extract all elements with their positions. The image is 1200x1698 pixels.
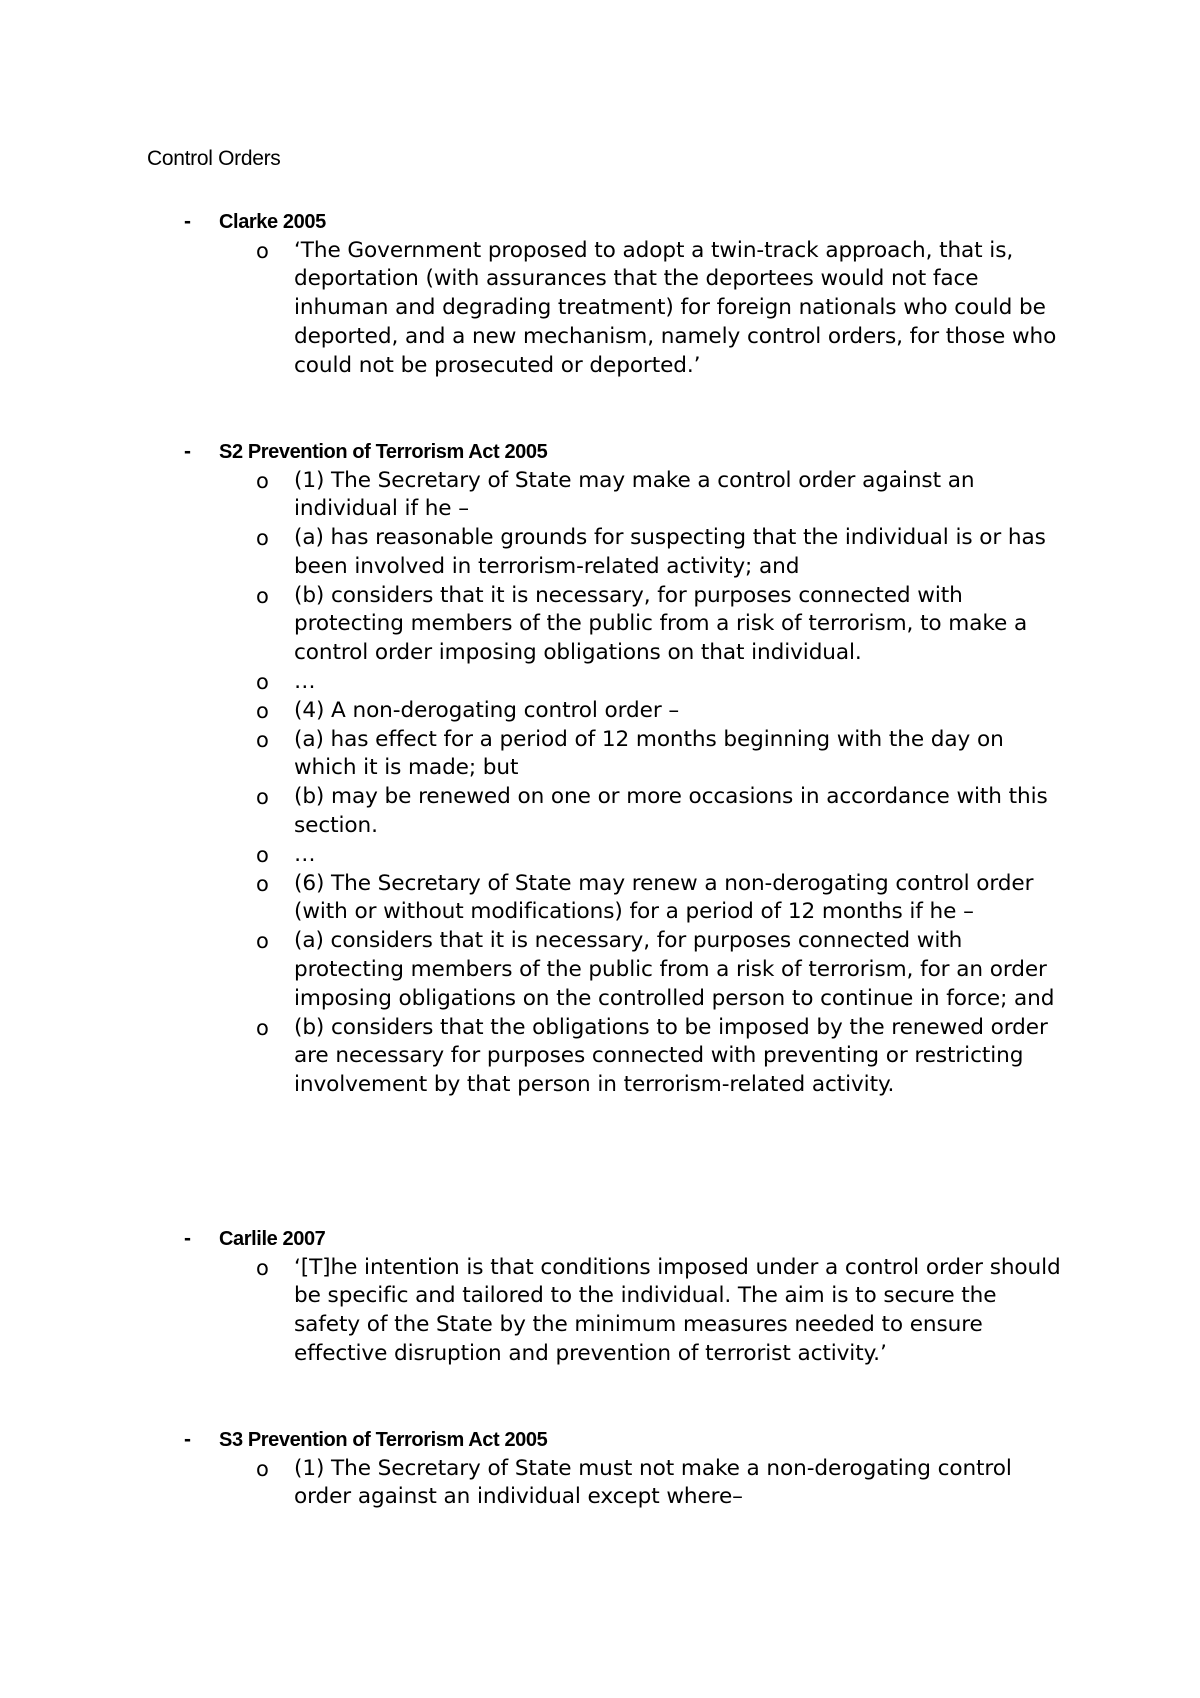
list-item: [0, 1455, 1069, 1513]
circle-bullet: o: [256, 1255, 269, 1280]
section-heading: S2 Prevention of Terrorism Act 2005: [219, 441, 548, 463]
document-title: Control Orders: [147, 147, 281, 170]
section-heading-row: [0, 1427, 1100, 1453]
section-heading: Clarke 2005: [219, 211, 326, 233]
circle-bullet: o: [256, 670, 269, 695]
list-item: [0, 1014, 1069, 1100]
list-item: [0, 237, 1069, 381]
list-item-text: (a) has effect for a period of 12 months beginning with the day on which it is made; but: [294, 726, 1004, 781]
circle-bullet: o: [256, 526, 269, 551]
dash-bullet: -: [184, 440, 191, 463]
list-item-text: (a) considers that it is necessary, for purposes connected with protecting members of the public from a risk of terrorism, for an order imposing obligations on the controlled person to continue in force; and: [294, 928, 1055, 1011]
quote-list: [0, 1254, 1200, 1369]
list-item-text: …: [294, 841, 316, 867]
circle-bullet: o: [256, 1456, 269, 1481]
circle-bullet: o: [256, 468, 269, 493]
circle-bullet: o: [256, 842, 269, 867]
list-item: [0, 697, 1069, 726]
list-item-text: (b) considers that it is necessary, for purposes connected with protecting members of the public from a risk of terrorism, to make a control order imposing obligations on that individual.: [294, 582, 1028, 666]
list-item-text: (b) may be renewed on one or more occasions in accordance with this section.: [294, 784, 1048, 839]
circle-bullet: o: [256, 238, 269, 263]
list-item-text: (a) has reasonable grounds for suspecting that the individual is or has been involved in terrorism-related activity; and: [294, 525, 1046, 579]
dash-bullet: -: [184, 210, 191, 233]
section-heading: Carlile 2007: [219, 1228, 326, 1250]
list-item-text: (1) The Secretary of State must not make a non-derogating control order against an individual except where–: [294, 1455, 1012, 1510]
list-item: [0, 927, 1069, 1013]
list-item: [0, 870, 1069, 928]
circle-bullet: o: [256, 727, 269, 752]
list-item: [0, 841, 1069, 870]
quote-list: [0, 237, 1200, 381]
list-item-text: ‘[T]he intention is that conditions imposed under a control order should be specific and tailored to the individual. The aim is to secure the safety of the State by the minimum measures needed to ensure effective disruption and prevention of terrorist activity.’: [294, 1254, 1061, 1366]
section-heading-row: [0, 209, 1100, 235]
section-heading-row: [0, 439, 1100, 465]
statute-list: [0, 1455, 1200, 1513]
section-heading: S3 Prevention of Terrorism Act 2005: [219, 1429, 548, 1451]
list-item-text: ‘The Government proposed to adopt a twin-track approach, that is, deportation (with assurances that the deportees would not face inhuman and degrading treatment) for foreign nationals who could be deported, and a new mechanism, namely control orders, for those who could not be prosecuted or deported.’: [294, 237, 1057, 378]
circle-bullet: o: [256, 583, 269, 608]
list-item: [0, 582, 1069, 668]
list-item: [0, 783, 1069, 841]
list-item-text: (1) The Secretary of State may make a control order against an individual if he –: [294, 467, 975, 522]
list-item: [0, 524, 1069, 582]
section-heading-row: [0, 1226, 1100, 1252]
list-item-text: (b) considers that the obligations to be imposed by the renewed order are necessary for purposes connected with preventing or restricting involvement by that person in terrorism-related activity.: [294, 1014, 1048, 1098]
list-item-text: (6) The Secretary of State may renew a non-derogating control order (with or without modifications) for a period of 12 months if he –: [294, 870, 1034, 925]
circle-bullet: o: [256, 785, 269, 810]
statute-list: [0, 467, 1200, 1101]
list-item: [0, 726, 1069, 784]
dash-bullet: -: [184, 1428, 191, 1451]
list-item: [0, 668, 1069, 697]
circle-bullet: o: [256, 929, 269, 954]
circle-bullet: o: [256, 871, 269, 896]
list-item: [0, 1254, 1069, 1369]
list-item: [0, 467, 1069, 525]
circle-bullet: o: [256, 1015, 269, 1040]
list-item-text: (4) A non-derogating control order –: [294, 697, 680, 723]
dash-bullet: -: [184, 1227, 191, 1250]
circle-bullet: o: [256, 698, 269, 723]
list-item-text: …: [294, 669, 316, 695]
